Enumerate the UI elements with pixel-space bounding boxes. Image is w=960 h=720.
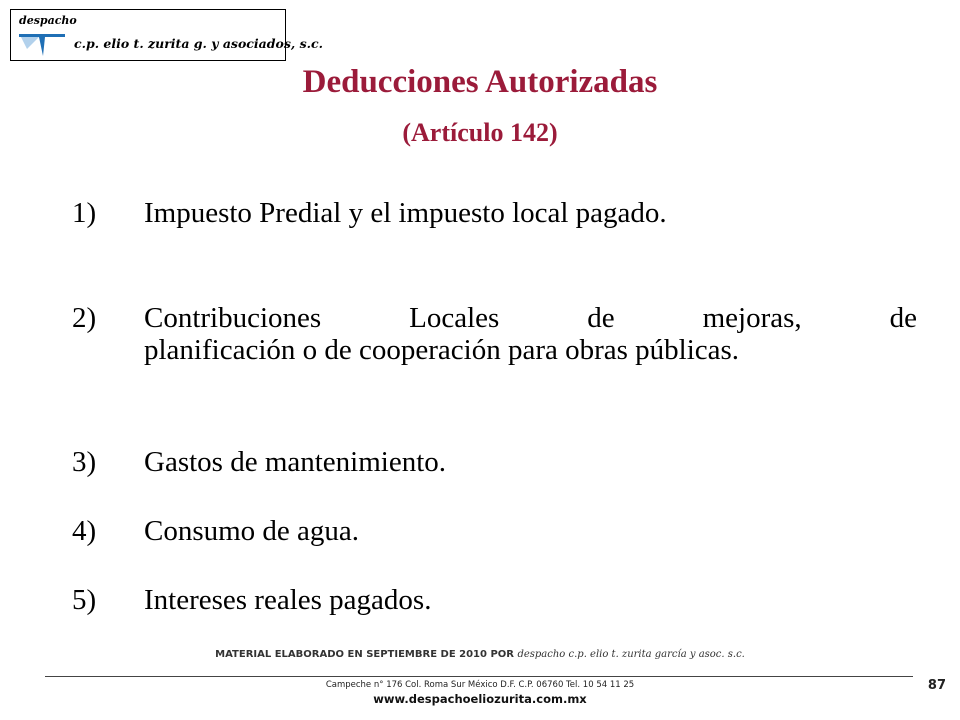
logo-firm-name: c.p. elio t. zurita g. y asociados, s.c. <box>74 36 323 51</box>
item-number: 2) <box>72 302 97 334</box>
footer-website: www.despachoeliozurita.com.mx <box>373 692 587 706</box>
item-text <box>144 302 917 366</box>
item-number: 5) <box>72 584 97 616</box>
footer-credit-text: MATERIAL ELABORADO EN SEPTIEMBRE DE 2010 POR <box>215 649 514 660</box>
item-text: Consumo de agua. <box>144 515 360 547</box>
page-number: 87 <box>927 678 946 693</box>
logo-word: despacho <box>19 14 77 27</box>
item-number: 1) <box>72 197 97 229</box>
page-subtitle: (Artículo 142) <box>402 118 558 147</box>
item-text: Intereses reales pagados. <box>144 584 432 616</box>
footer-credit <box>0 649 960 660</box>
company-logo <box>10 9 323 61</box>
page-title: Deducciones Autorizadas <box>302 64 658 100</box>
item-text-line2: planificación o de cooperación para obras públicas. <box>144 334 740 366</box>
footer-address: Campeche n° 176 Col. Roma Sur México D.F. C.P. 06760 Tel. 10 54 11 25 <box>325 680 635 690</box>
item-number: 4) <box>72 515 97 547</box>
item-text: Gastos de mantenimiento. <box>144 446 447 478</box>
item-number: 3) <box>72 446 97 478</box>
footer-credit-brand: despacho c.p. elio t. zurita garcía y asoc. s.c. <box>517 649 745 660</box>
item-text: Impuesto Predial y el impuesto local pagado. <box>144 197 667 229</box>
footer-divider <box>45 676 913 677</box>
item-text-line1: Contribuciones Locales de mejoras, de <box>144 302 917 334</box>
